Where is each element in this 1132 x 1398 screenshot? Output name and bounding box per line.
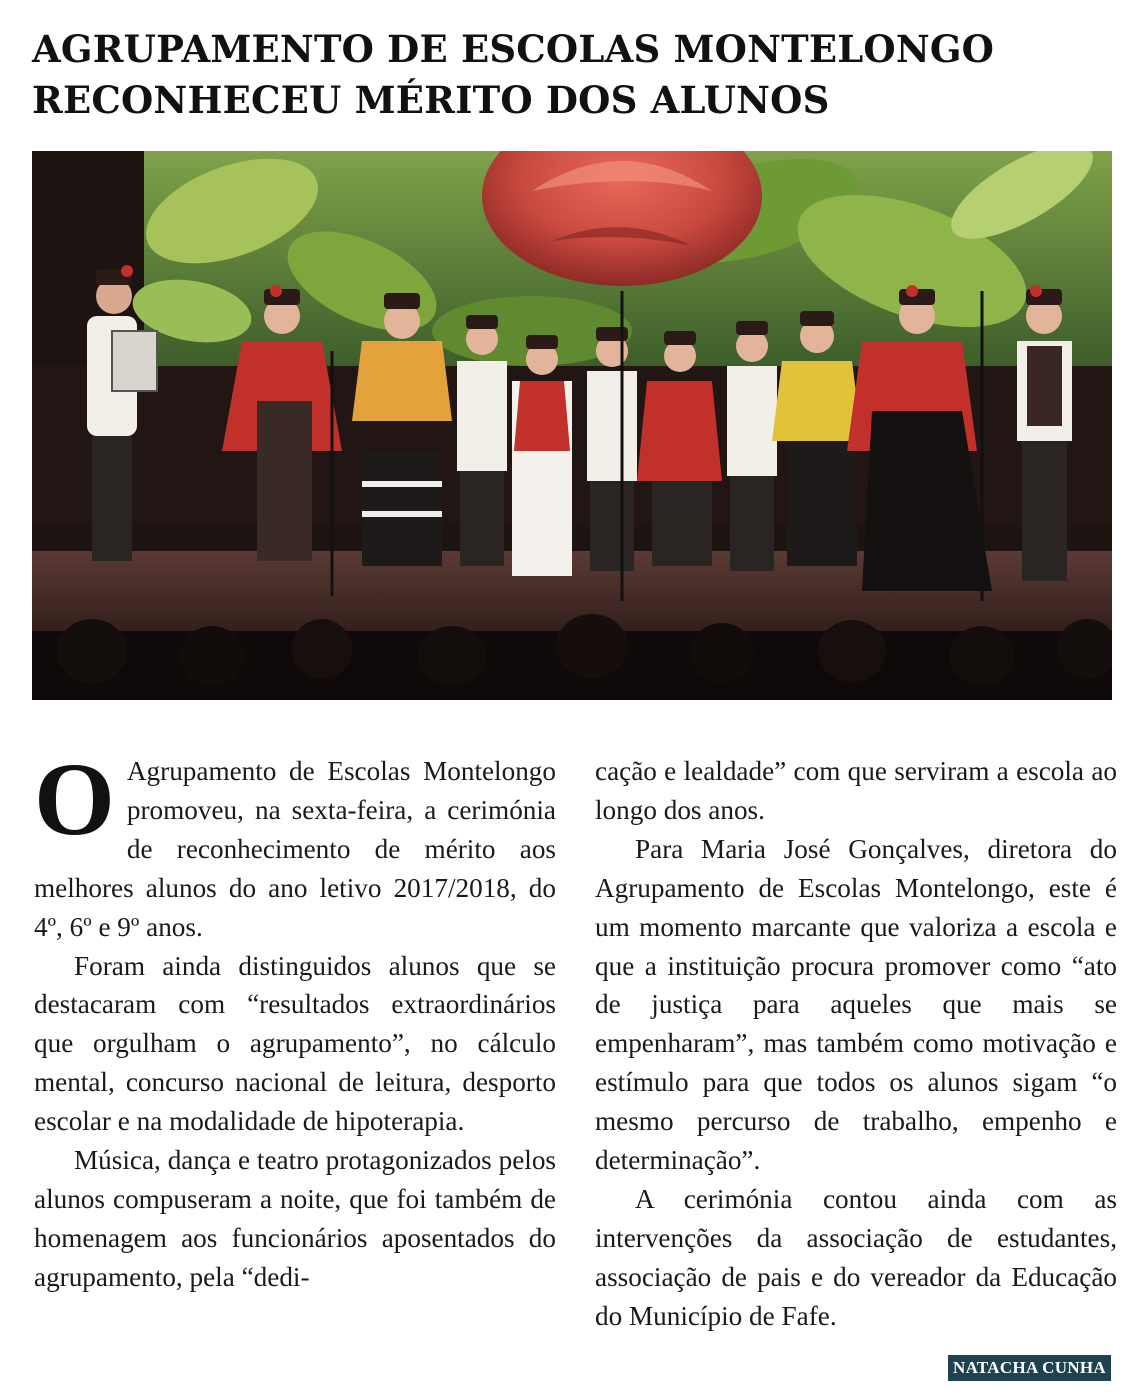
article-headline (32, 24, 1112, 126)
article-column-left (34, 742, 556, 1297)
article-column-right (595, 752, 1117, 1336)
paragraph-5: Para Maria José Gonçalves, diretora do Agrupamento de Escolas Montelongo, este é um momento marcante que valoriza a escola e que a instituição procura promover como “ato de justiça para aqueles que mais se empenharam”, mas também como motivação e estímulo para que todos os alunos sigam “o mesmo percurso de trabalho, empenho e determinação”. (595, 833, 1117, 1176)
drop-cap: O (34, 742, 115, 857)
author-byline: NATACHA CUNHA (948, 1355, 1111, 1381)
stage-performance-photo (32, 151, 1112, 700)
paragraph-1 (34, 742, 556, 947)
paragraph-6: A cerimónia contou ainda com as intervenções da associação de estudantes, associação de pais e do vereador da Educação do Município de Fafe. (595, 1183, 1117, 1331)
paragraph-1-text: Agrupamento de Escolas Montelongo promoveu, na sexta-feira, a cerimónia de reconhecimento de mérito aos melhores alunos do ano letivo 2017/2018, do 4º, 6º e 9º anos. (34, 756, 556, 942)
headline-line-2: RECONHECEU MÉRITO DOS ALUNOS (32, 78, 830, 122)
paragraph-3: Música, dança e teatro protagonizados pelos alunos compuseram a noite, que foi também de homenagem aos funcionários aposentados do agrupamento, pela “dedi- (34, 1145, 556, 1292)
paragraph-4: cação e lealdade” com que serviram a escola ao longo dos anos. (595, 756, 1117, 825)
paragraph-2: Foram ainda distinguidos alunos que se destacaram com “resultados extraordinários que orgulham o agrupamento”, no cálculo mental, concurso nacional de leitura, desporto escolar e na modalidade de hipoterapia. (34, 950, 556, 1137)
headline-line-1: AGRUPAMENTO DE ESCOLAS MONTELONGO (32, 27, 995, 71)
